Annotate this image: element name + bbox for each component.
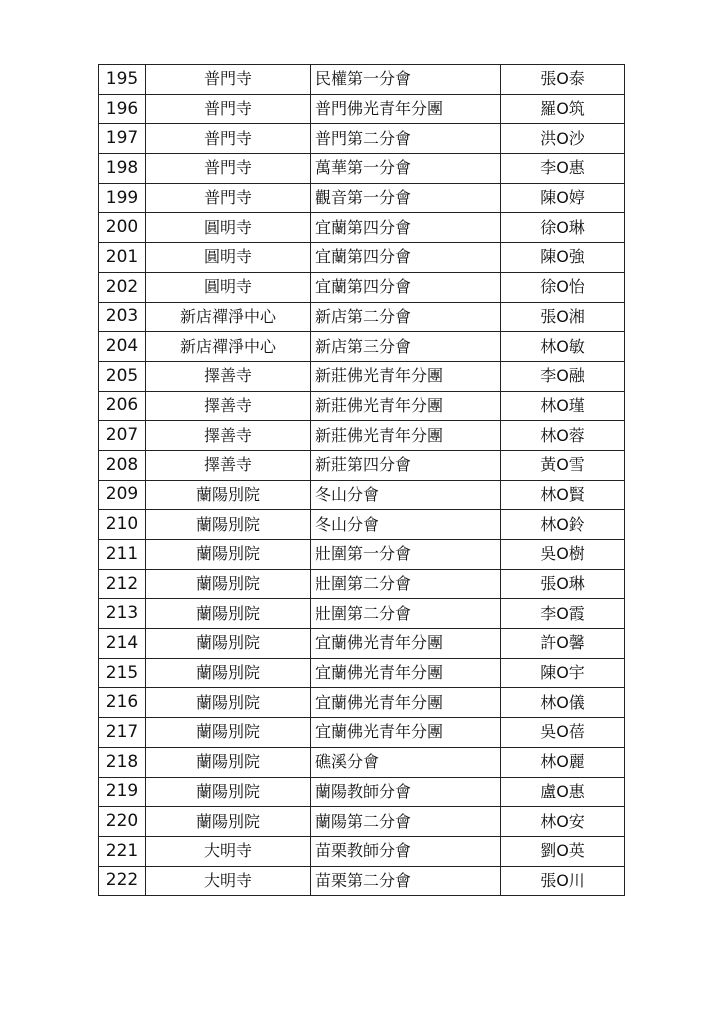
- row-number: 222: [99, 866, 146, 896]
- table-row: [99, 332, 625, 362]
- temple-name: 圓明寺: [146, 213, 311, 243]
- table-row: [99, 361, 625, 391]
- branch-name: 宜蘭佛光青年分團: [311, 629, 501, 659]
- row-number: 218: [99, 747, 146, 777]
- branch-name: 新店第二分會: [311, 302, 501, 332]
- temple-name: 蘭陽別院: [146, 718, 311, 748]
- temple-name: 蘭陽別院: [146, 807, 311, 837]
- table-row: [99, 718, 625, 748]
- table-row: [99, 569, 625, 599]
- roster-body: [99, 65, 625, 896]
- temple-name: 擇善寺: [146, 421, 311, 451]
- branch-name: 蘭陽第二分會: [311, 807, 501, 837]
- temple-name: 普門寺: [146, 183, 311, 213]
- temple-name: 圓明寺: [146, 272, 311, 302]
- member-name: 洪O沙: [501, 124, 625, 154]
- branch-name: 壯圍第二分會: [311, 569, 501, 599]
- table-row: [99, 688, 625, 718]
- member-name: 林O鈴: [501, 510, 625, 540]
- row-number: 213: [99, 599, 146, 629]
- temple-name: 蘭陽別院: [146, 658, 311, 688]
- branch-name: 宜蘭佛光青年分團: [311, 718, 501, 748]
- member-name: 李O霞: [501, 599, 625, 629]
- table-row: [99, 183, 625, 213]
- row-number: 198: [99, 154, 146, 184]
- temple-name: 普門寺: [146, 154, 311, 184]
- row-number: 208: [99, 450, 146, 480]
- row-number: 202: [99, 272, 146, 302]
- member-name: 林O敏: [501, 332, 625, 362]
- temple-name: 蘭陽別院: [146, 480, 311, 510]
- temple-name: 新店禪淨中心: [146, 302, 311, 332]
- member-name: 張O琳: [501, 569, 625, 599]
- row-number: 195: [99, 65, 146, 95]
- temple-name: 蘭陽別院: [146, 540, 311, 570]
- member-name: 黃O雪: [501, 450, 625, 480]
- branch-name: 宜蘭第四分會: [311, 243, 501, 273]
- table-row: [99, 302, 625, 332]
- branch-name: 壯圍第二分會: [311, 599, 501, 629]
- temple-name: 擇善寺: [146, 450, 311, 480]
- table-row: [99, 777, 625, 807]
- temple-name: 圓明寺: [146, 243, 311, 273]
- row-number: 211: [99, 540, 146, 570]
- table-row: [99, 450, 625, 480]
- table-row: [99, 807, 625, 837]
- temple-name: 蘭陽別院: [146, 599, 311, 629]
- branch-name: 觀音第一分會: [311, 183, 501, 213]
- member-name: 許O馨: [501, 629, 625, 659]
- member-name: 吳O蓓: [501, 718, 625, 748]
- row-number: 219: [99, 777, 146, 807]
- table-row: [99, 391, 625, 421]
- temple-name: 蘭陽別院: [146, 629, 311, 659]
- branch-name: 萬華第一分會: [311, 154, 501, 184]
- branch-name: 宜蘭佛光青年分團: [311, 688, 501, 718]
- member-name: 林O蓉: [501, 421, 625, 451]
- row-number: 205: [99, 361, 146, 391]
- member-name: 張O川: [501, 866, 625, 896]
- branch-name: 壯圍第一分會: [311, 540, 501, 570]
- member-name: 張O泰: [501, 65, 625, 95]
- row-number: 215: [99, 658, 146, 688]
- row-number: 217: [99, 718, 146, 748]
- branch-name: 蘭陽教師分會: [311, 777, 501, 807]
- temple-name: 新店禪淨中心: [146, 332, 311, 362]
- row-number: 199: [99, 183, 146, 213]
- branch-name: 冬山分會: [311, 480, 501, 510]
- member-name: 陳O強: [501, 243, 625, 273]
- member-name: 林O安: [501, 807, 625, 837]
- table-row: [99, 94, 625, 124]
- member-name: 徐O怡: [501, 272, 625, 302]
- table-row: [99, 599, 625, 629]
- row-number: 196: [99, 94, 146, 124]
- table-row: [99, 243, 625, 273]
- row-number: 207: [99, 421, 146, 451]
- member-name: 林O瑾: [501, 391, 625, 421]
- row-number: 221: [99, 836, 146, 866]
- branch-name: 新莊佛光青年分團: [311, 391, 501, 421]
- temple-name: 大明寺: [146, 836, 311, 866]
- temple-name: 普門寺: [146, 65, 311, 95]
- table-row: [99, 658, 625, 688]
- branch-name: 冬山分會: [311, 510, 501, 540]
- table-row: [99, 540, 625, 570]
- table-row: [99, 213, 625, 243]
- member-name: 李O惠: [501, 154, 625, 184]
- row-number: 201: [99, 243, 146, 273]
- branch-name: 民權第一分會: [311, 65, 501, 95]
- temple-name: 普門寺: [146, 124, 311, 154]
- temple-name: 蘭陽別院: [146, 569, 311, 599]
- member-name: 劉O英: [501, 836, 625, 866]
- table-row: [99, 510, 625, 540]
- row-number: 197: [99, 124, 146, 154]
- temple-name: 蘭陽別院: [146, 777, 311, 807]
- table-row: [99, 866, 625, 896]
- branch-name: 宜蘭第四分會: [311, 272, 501, 302]
- branch-name: 新莊佛光青年分團: [311, 361, 501, 391]
- temple-name: 普門寺: [146, 94, 311, 124]
- table-row: [99, 272, 625, 302]
- branch-name: 宜蘭佛光青年分團: [311, 658, 501, 688]
- table-row: [99, 747, 625, 777]
- roster-table: [98, 64, 625, 896]
- row-number: 216: [99, 688, 146, 718]
- row-number: 220: [99, 807, 146, 837]
- member-name: 羅O筑: [501, 94, 625, 124]
- table-row: [99, 480, 625, 510]
- branch-name: 宜蘭第四分會: [311, 213, 501, 243]
- row-number: 214: [99, 629, 146, 659]
- row-number: 200: [99, 213, 146, 243]
- branch-name: 普門第二分會: [311, 124, 501, 154]
- row-number: 210: [99, 510, 146, 540]
- table-row: [99, 836, 625, 866]
- branch-name: 新店第三分會: [311, 332, 501, 362]
- member-name: 林O儀: [501, 688, 625, 718]
- temple-name: 蘭陽別院: [146, 747, 311, 777]
- table-row: [99, 124, 625, 154]
- branch-name: 礁溪分會: [311, 747, 501, 777]
- member-name: 陳O婷: [501, 183, 625, 213]
- branch-name: 苗栗第二分會: [311, 866, 501, 896]
- branch-name: 新莊第四分會: [311, 450, 501, 480]
- row-number: 209: [99, 480, 146, 510]
- branch-name: 苗栗教師分會: [311, 836, 501, 866]
- member-name: 林O賢: [501, 480, 625, 510]
- branch-name: 新莊佛光青年分團: [311, 421, 501, 451]
- member-name: 陳O宇: [501, 658, 625, 688]
- temple-name: 擇善寺: [146, 391, 311, 421]
- member-name: 吳O樹: [501, 540, 625, 570]
- member-name: 李O融: [501, 361, 625, 391]
- member-name: 盧O惠: [501, 777, 625, 807]
- temple-name: 擇善寺: [146, 361, 311, 391]
- row-number: 212: [99, 569, 146, 599]
- member-name: 徐O琳: [501, 213, 625, 243]
- table-row: [99, 629, 625, 659]
- branch-name: 普門佛光青年分團: [311, 94, 501, 124]
- table-row: [99, 421, 625, 451]
- table-row: [99, 65, 625, 95]
- member-name: 林O麗: [501, 747, 625, 777]
- member-name: 張O湘: [501, 302, 625, 332]
- row-number: 206: [99, 391, 146, 421]
- table-row: [99, 154, 625, 184]
- temple-name: 蘭陽別院: [146, 688, 311, 718]
- row-number: 203: [99, 302, 146, 332]
- temple-name: 蘭陽別院: [146, 510, 311, 540]
- temple-name: 大明寺: [146, 866, 311, 896]
- row-number: 204: [99, 332, 146, 362]
